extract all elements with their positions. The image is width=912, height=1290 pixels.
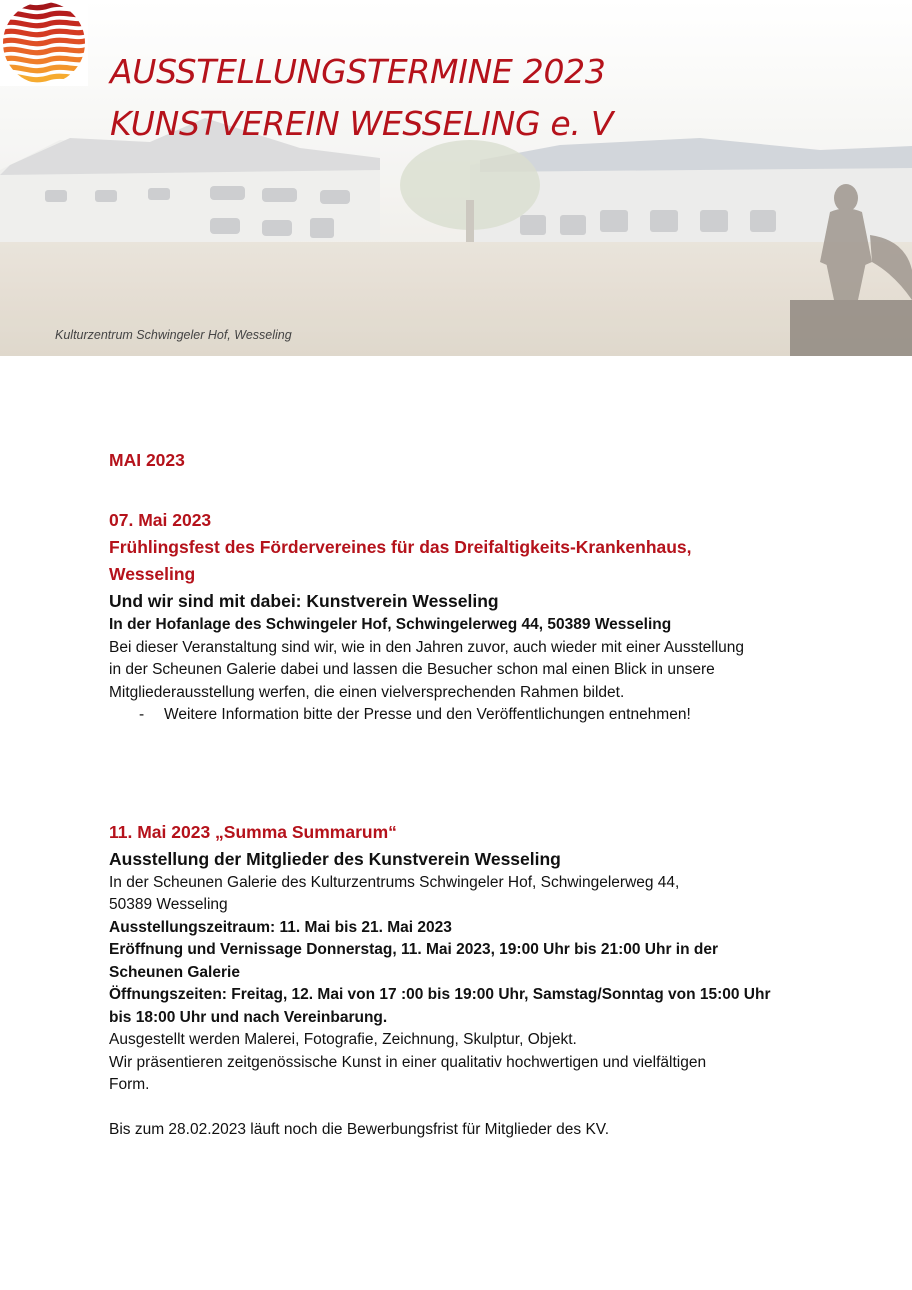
event2-period: Ausstellungszeitraum: 11. Mai bis 21. Mai 2023 (109, 918, 452, 936)
event1-bullet-text: Weitere Information bitte der Presse und den Veröffentlichungen entnehmen! (164, 706, 691, 723)
event1-desc-line1: Bei dieser Veranstaltung sind wir, wie in den Jahren zuvor, auch wieder mit einer Ausstellung (109, 638, 744, 656)
event-fruehlingsfest (109, 507, 829, 727)
event2-location-line2: 50389 Wesseling (109, 896, 228, 913)
event1-location: In der Hofanlage des Schwingeler Hof, Schwingelerweg 44, 50389 Wesseling (109, 616, 672, 633)
content (109, 450, 829, 1141)
event1-date: 07. Mai 2023 (109, 510, 212, 530)
event2-present-line2: Form. (109, 1076, 150, 1093)
event1-desc-line3: Mitgliederausstellung werfen, die einen vielversprechenden Rahmen bildet. (109, 683, 625, 701)
event-summa-summarum (109, 819, 829, 1142)
event2-present-line1: Wir präsentieren zeitgenössische Kunst in einer qualitativ hochwertigen und vielfältigen (109, 1053, 707, 1071)
month-heading: MAI 2023 (109, 450, 185, 470)
header-banner (0, 0, 912, 356)
event1-desc-line2: in der Scheunen Galerie dabei und lassen die Besucher schon mal einen Blick in unsere (109, 661, 715, 678)
event2-opening-line1: Eröffnung und Vernissage Donnerstag, 11. Mai 2023, 19:00 Uhr bis 21:00 Uhr in der (109, 941, 718, 958)
event2-hours-line2: bis 18:00 Uhr und nach Vereinbarung. (109, 1008, 388, 1026)
event1-title-line1: Frühlingsfest des Fördervereines für das Dreifaltigkeits-Krankenhaus, (109, 537, 692, 557)
event2-opening-line2: Scheunen Galerie (109, 963, 240, 981)
event1-subtitle: Und wir sind mit dabei: Kunstverein Wesseling (109, 591, 499, 611)
event2-location-line1: In der Scheunen Galerie des Kulturzentrums Schwingeler Hof, Schwingelerweg 44, (109, 873, 680, 891)
event1-bullet (109, 704, 829, 727)
event2-title: 11. Mai 2023 „Summa Summarum“ (109, 821, 397, 842)
event2-hours-line1: Öffnungszeiten: Freitag, 12. Mai von 17 :00 bis 19:00 Uhr, Samstag/Sonntag von 15:00 Uhr (109, 986, 771, 1003)
event2-subtitle: Ausstellung der Mitglieder des Kunstverein Wesseling (109, 848, 561, 869)
banner-caption: Kulturzentrum Schwingeler Hof, Wesseling (55, 328, 292, 342)
event1-title-line2: Wesseling (109, 564, 196, 584)
page-title-line2: KUNSTVEREIN WESSELING e. V (110, 104, 614, 143)
bullet-dash: - (139, 706, 145, 723)
wave-circle-logo-icon (0, 0, 88, 86)
event2-deadline: Bis zum 28.02.2023 läuft noch die Bewerbungsfrist für Mitglieder des KV. (109, 1120, 610, 1138)
page-title-line1: AUSSTELLUNGSTERMINE 2023 (110, 52, 606, 91)
event2-exhibited: Ausgestellt werden Malerei, Fotografie, Zeichnung, Skulptur, Objekt. (109, 1031, 577, 1048)
